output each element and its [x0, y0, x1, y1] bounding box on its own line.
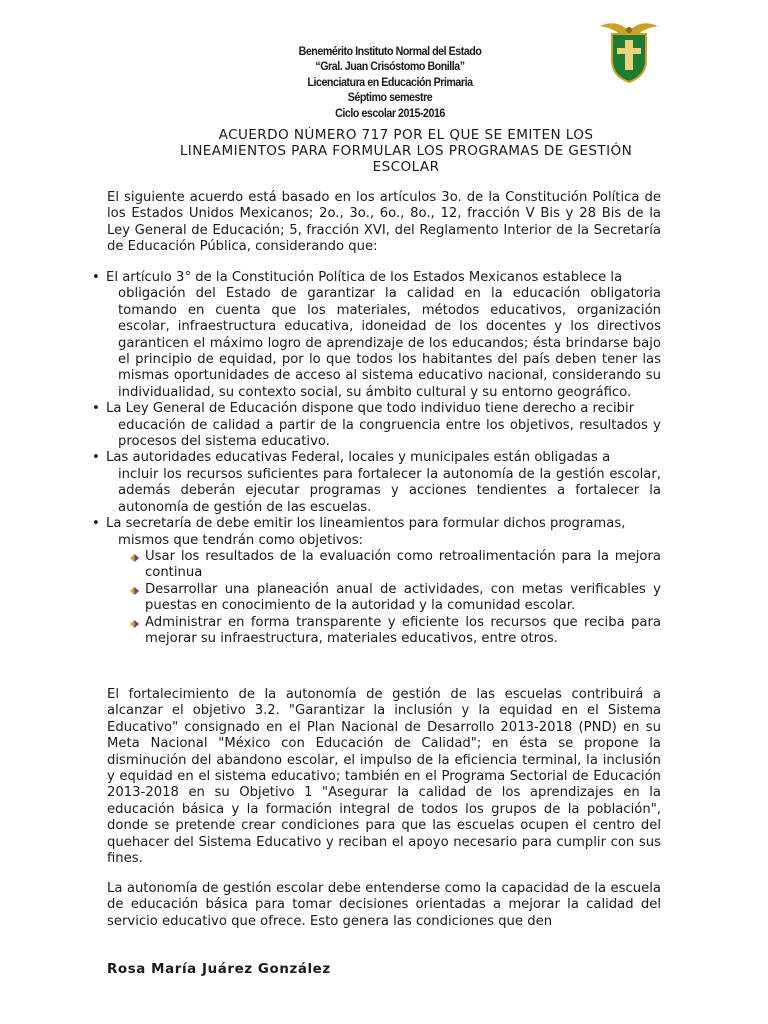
list-item-text: mismos que tendrán como objetivos:: [118, 532, 364, 548]
paragraph-text: El fortalecimiento de la autonomía de gestión de las escuelas contribuirá a alcanzar el objetivo 3.2. "Garantizar la inclusión y la equidad en el Sistema Educativo" consignado en el Plan Nacional de Desarrollo 2013-2018 (PND) en su Meta Nacional "México con Educación de Calidad"; en ésta se propone la disminución del abandono escolar, el impulso de la eficiencia terminal, la inclusión y equidad en el sistema educativo; también en el Programa Sectorial de Educación 2013-2018 en su Objetivo 1 "Asegurar la calidad de los aprendizajes en la educación básica y la formación integral de todos los grupos de la población", donde se pretende crear condiciones para que las escuelas ocupen el centro del quehacer del Sistema Educativo y reciban el apoyo necesario para cumplir con sus fines.: [107, 687, 661, 867]
list-item-text: El artículo 3° de la Constitución Política de los Estados Mexicanos establece la: [106, 270, 623, 285]
list-item-text: La secretaría de debe emitir los lineamientos para formular dichos programas,: [106, 516, 626, 532]
objectives-sublist: [106, 549, 661, 647]
document-title: [150, 127, 662, 175]
sub-list-item: [106, 615, 661, 648]
list-item-text: incluir los recursos suficientes para fortalecer la autonomía de la gestión escolar, además deberán ejecutar programas y acciones tendientes a fortalecer la autonomía de gestión de las escuelas.: [118, 466, 661, 515]
bullet-icon: •: [92, 450, 100, 466]
list-item: [92, 516, 661, 647]
diamond-bullet-icon: [130, 554, 139, 562]
bullet-icon: •: [92, 401, 100, 417]
intro-text: El siguiente acuerdo está basado en los artículos 3o. de la Constitución Política de los Estados Unidos Mexicanos; 2o., 3o., 6o., 8o., 12, fracción V Bis y 28 Bis de la Ley General de Educación; 5, fracción XVI, del Reglamento Interior de la Secretaría de Educación Pública, considerando que:: [107, 190, 661, 255]
institution-name: Benemérito Instituto Normal del Estado: [298, 45, 482, 58]
institution-subname: “Gral. Juan Crisóstomo Bonilla”: [315, 60, 465, 74]
sub-list-item: [106, 582, 661, 615]
school-year: Ciclo escolar 2015-2016: [335, 106, 445, 120]
list-item: [92, 401, 661, 450]
paragraph-text: La autonomía de gestión escolar debe entenderse como la capacidad de la escuela de educación básica para tomar decisiones orientadas a mejorar la calidad del servicio educativo que ofrece. Esto genera las condiciones que den: [107, 881, 661, 929]
title-line: ACUERDO NÚMERO 717 POR EL QUE SE EMITEN LOS: [218, 127, 594, 143]
institution-crest-logo: [598, 18, 660, 84]
bullet-icon: •: [92, 516, 100, 532]
list-item-text: educación de calidad a partir de la congruencia entre los objetivos, resultados y procesos del sistema educativo.: [118, 417, 661, 450]
institution-header: [234, 44, 547, 121]
sub-list-item-text: Usar los resultados de la evaluación como retroalimentación para la mejora continua: [145, 548, 661, 581]
definition-paragraph: [107, 881, 661, 930]
bullet-icon: •: [92, 270, 100, 285]
diamond-bullet-icon: [130, 620, 139, 628]
sub-list-item: [106, 549, 661, 582]
considerations-list: [92, 270, 661, 647]
list-item: [92, 270, 661, 401]
author-name: Rosa María Juárez González: [107, 962, 331, 977]
list-item-text: obligación del Estado de garantizar la calidad en la educación obligatoria tomando en cuenta que los materiales, métodos educativos, organización escolar, infraestructura educativa, idoneidad de los docentes y los directivos garanticen el máximo logro de aprendizaje de los educandos; ésta brindarse bajo el principio de equidad, por lo que todos los habitantes del país deben tener las mismas oportunidades de acceso al sistema educativo nacional, considerando su individualidad, su contexto social, su ámbito cultural y su entorno geográfico.: [118, 286, 661, 400]
degree-program: Licenciatura en Educación Primaria: [307, 75, 473, 89]
list-item-text: Las autoridades educativas Federal, locales y municipales están obligadas a: [106, 450, 611, 466]
sub-list-item-text: Administrar en forma transparente y eficiente los recursos que reciba para mejorar su infraestructura, materiales educativos, entre otros.: [145, 614, 661, 646]
semester: Séptimo semestre: [347, 91, 433, 105]
list-item-text: La Ley General de Educación dispone que todo individuo tiene derecho a recibir: [106, 401, 635, 417]
sub-list-item-text: Desarrollar una planeación anual de actividades, con metas verificables y puestas en conocimiento de la autoridad y la comunidad escolar.: [145, 581, 661, 614]
autonomy-paragraph: [107, 687, 661, 867]
intro-paragraph: [107, 190, 661, 256]
title-line: ESCOLAR: [372, 159, 440, 175]
diamond-bullet-icon: [130, 587, 139, 595]
list-item: [92, 450, 661, 516]
title-line: LINEAMIENTOS PARA FORMULAR LOS PROGRAMAS DE GESTIÓN: [179, 143, 633, 159]
